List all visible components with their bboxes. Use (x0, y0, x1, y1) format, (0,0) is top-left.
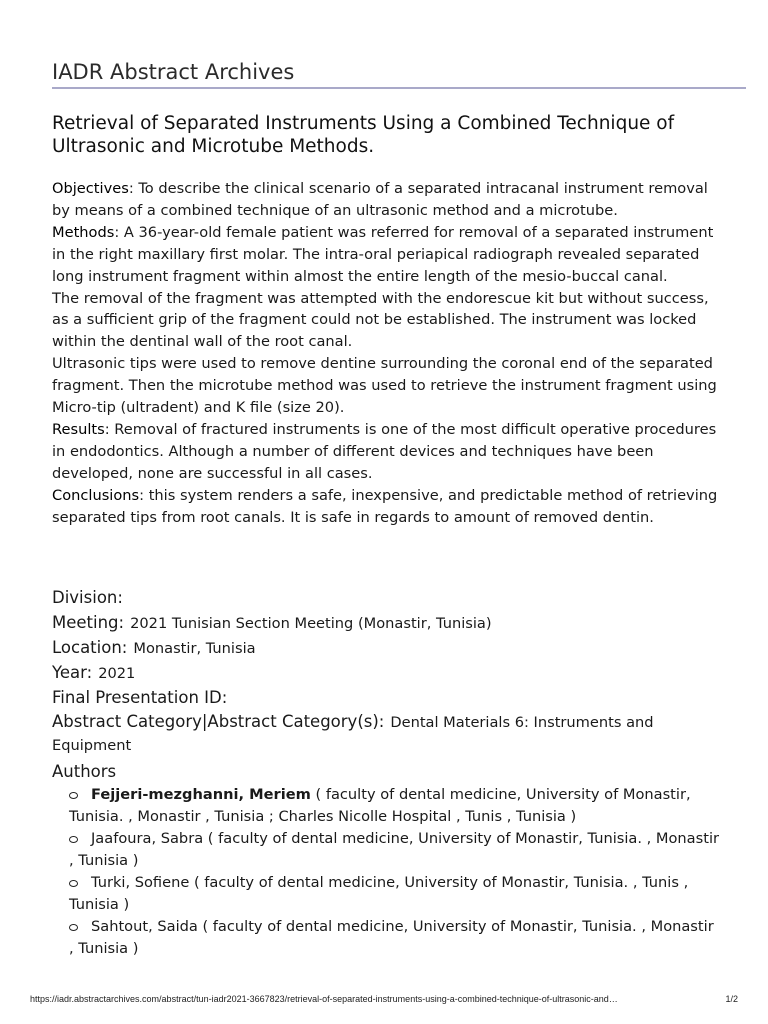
presentation-id-label: Final Presentation ID: (52, 688, 228, 707)
authors-heading: Authors (52, 762, 117, 781)
bullet-circle-icon (69, 880, 78, 887)
author-name[interactable]: Fejjeri-mezghanni, Meriem (91, 786, 311, 803)
methods-paragraph (52, 222, 722, 288)
meeting-label: Meeting: (52, 613, 125, 632)
conclusions-text: : this system renders a safe, inexpensive, and predictable method of retrieving separated tips from root canals. It is safe in regards to amount of removed dentin. (52, 486, 718, 526)
page-number: 1/2 (725, 994, 738, 1004)
bullet-circle-icon (69, 792, 78, 799)
author-item (52, 872, 722, 916)
authors-list (52, 784, 722, 960)
division-row (52, 586, 732, 611)
author-item (52, 828, 722, 872)
results-paragraph (52, 419, 722, 485)
methods-text: : A 36-year-old female patient was referred for removal of a separated instrument in the right maxillary first molar. The intra-oral periapical radiograph revealed separated long instrument fragment within almost the entire length of the mesio-buccal canal. (52, 223, 714, 285)
methods-paragraph-3: Ultrasonic tips were used to remove dentine surrounding the coronal end of the separated fragment. Then the microtube method was used to retrieve the instrument fragment using Micro-tip (ultradent) and K file (size 20). (52, 355, 717, 417)
year-value: 2021 (98, 665, 136, 682)
results-text: : Removal of fractured instruments is one of the most difficult operative procedures in endodontics. Although a number of different devices and techniques have been developed, none are successful in all cases. (52, 420, 717, 482)
objectives-text: : To describe the clinical scenario of a separated intracanal instrument removal by means of a combined technique of an ultrasonic method and a microtube. (52, 180, 708, 219)
results-label: Results (52, 420, 105, 438)
year-label: Year: (52, 663, 93, 682)
author-affiliation: ( faculty of dental medicine, University of Monastir, Tunisia. , Monastir , Tunisia ; Charles Nicolle Hospital , Tunis , Tunisia ) (69, 786, 691, 825)
location-label: Location: (52, 638, 128, 657)
methods-label: Methods (52, 223, 115, 241)
author-affiliation: ( faculty of dental medicine, University of Monastir, Tunisia. , Monastir , Tunisia ) (69, 830, 720, 869)
bullet-circle-icon (69, 836, 78, 843)
author-name[interactable]: Turki, Sofiene (91, 874, 190, 891)
author-affiliation: ( faculty of dental medicine, University of Monastir, Tunisia. , Tunis , Tunisia ) (69, 874, 689, 913)
bullet-circle-icon (69, 924, 78, 931)
location-row (52, 636, 732, 661)
author-item (52, 784, 722, 828)
category-value[interactable]: Dental Materials 6: Instruments and Equipment (52, 714, 654, 754)
objectives-paragraph (52, 178, 722, 222)
meeting-value: 2021 Tunisian Section Meeting (Monastir, Tunisia) (130, 615, 492, 632)
conclusions-label: Conclusions (52, 486, 140, 504)
author-item (52, 916, 722, 960)
author-name[interactable]: Jaafoura, Sabra (91, 830, 204, 847)
author-affiliation: ( faculty of dental medicine, University of Monastir, Tunisia. , Monastir , Tunisia ) (69, 918, 714, 957)
abstract-metadata (52, 586, 732, 757)
objectives-label: Objectives (52, 180, 129, 197)
meeting-row (52, 611, 732, 636)
print-url: https://iadr.abstractarchives.com/abstract/tun-iadr2021-3667823/retrieval-of-separated-instruments-using-a-combined-technique-of-ultrasonic-and… (30, 994, 618, 1004)
abstract-title: Retrieval of Separated Instruments Using a Combined Technique of Ultrasonic and Microtube Methods. (52, 113, 675, 157)
title-divider (52, 87, 746, 89)
year-row (52, 661, 732, 686)
category-row (52, 711, 732, 757)
methods-paragraph-2: The removal of the fragment was attempted with the endorescue kit but without success, as a sufficient grip of the fragment could not be established. The instrument was locked within the dentinal wall of the root canal. (52, 289, 709, 351)
category-label: Abstract Category|Abstract Category(s): (52, 712, 385, 731)
author-name[interactable]: Sahtout, Saida (91, 918, 198, 935)
conclusions-paragraph (52, 485, 722, 529)
location-value: Monastir, Tunisia (133, 640, 256, 657)
abstract-body (52, 178, 722, 529)
site-title[interactable]: IADR Abstract Archives (52, 60, 295, 84)
division-label: Division: (52, 588, 123, 607)
presentation-id-row (52, 686, 732, 711)
